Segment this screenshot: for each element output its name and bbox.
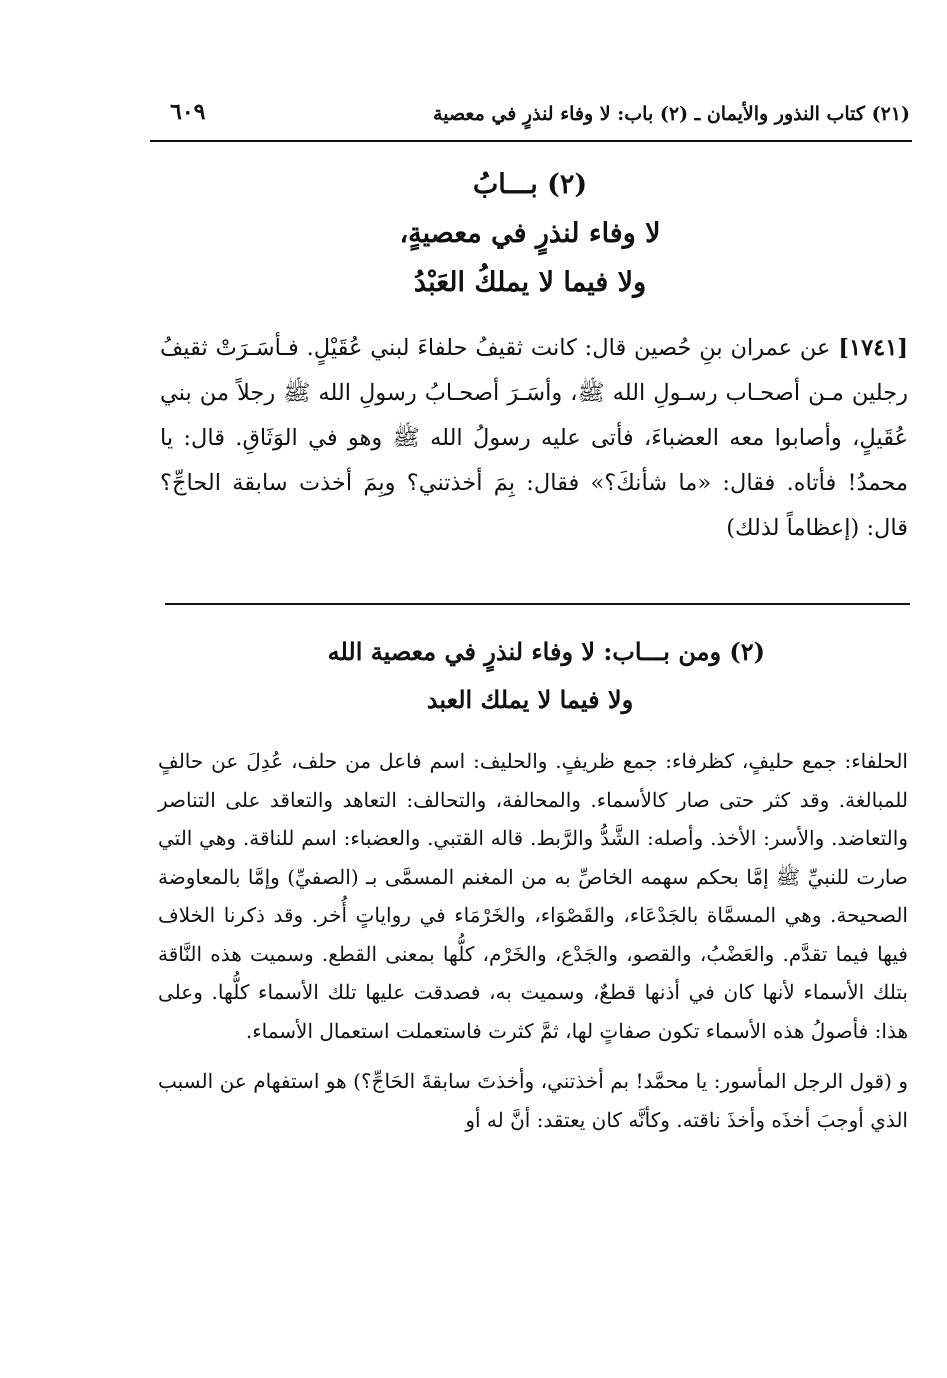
chapter-title-line2: ولا فيما لا يملكُ العَبْدُ (413, 267, 647, 298)
hadith-text (160, 326, 908, 551)
chapter-title-line1: لا وفاء لنذرٍ في معصيةٍ، (399, 218, 661, 249)
commentary-paragraph: و (قول الرجل المأسور: يا محمَّد! بم أخذتني، وأخذتَ سابقةَ الحَاجِّ؟) هو استفهام عن السبب الذي أوجبَ أخذَه وأخذَ ناقته. وكأنَّه كان يعتقد: أنَّ له أو (158, 1069, 908, 1132)
commentary-title-line2: ولا فيما لا يملك العبد (426, 685, 634, 714)
page-header (150, 95, 910, 135)
running-title: (٢١) كتاب النذور والأيمان ـ (٢) باب: لا وفاء لنذرٍ في معصية (433, 103, 910, 125)
section-divider (165, 603, 910, 605)
hadith-body: عن عمران بنِ حُصين قال: كانت ثقيفُ حلفاءَ لبني عُقَيْلٍ. فـأسَـرَتْ ثقيفُ رجلين مـن أصحـاب رسـولِ الله ﷺ، وأسَـرَ أصحـابُ رسولِ الله ﷺ رجلاً من بني عُقَيلٍ، وأصابوا معه العضباءَ، فأتى عليه رسولُ الله ﷺ وهو في الوَثَاقِ. قال: يا محمدُ! فأتاه. فقال: «ما شأنكَ؟» فقال: بِمَ أخذتني؟ وبِمَ أخذت سابقة الحاجِّ؟ قال: (إعظاماً لذلك) (160, 335, 908, 541)
commentary-body (158, 742, 908, 1139)
hadith-number: [١٧٤١] (838, 335, 908, 361)
chapter-number: (٢) بـــابُ (472, 169, 588, 200)
chapter-heading (150, 160, 910, 307)
header-divider (150, 140, 912, 142)
page-number: ٦٠٩ (170, 99, 206, 125)
commentary-title-line1: (٢) ومن بـــاب: لا وفاء لنذرٍ في معصية الله (327, 637, 765, 666)
commentary-paragraph: الحلفاء: جمع حليفٍ، كظرفاء: جمع ظريفٍ. والحليف: اسم فاعل من حلف، عُدِلَ عن حالفٍ للمبالغة. وقد كثر حتى صار كالأسماء. والمحالفة، والتحالف: التعاهد والتعاقد على التناصر والتعاضد. والأسر: الأخذ. وأصله: الشَّدُّ والرَّبط. قاله القتبي. والعضباء: اسم للناقة. وهي التي صارت للنبيِّ ﷺ إمَّا بحكم سهمه الخاصِّ به من المغنم المسمَّى بـ (الصفيِّ) وإمَّا بالمعاوضة الصحيحة. وهي المسمَّاة بالجَدْعَاء، والقَصْوَاء، والخَرْمَاء في رواياتٍ أُخر. وقد ذكرنا الخلاف فيها فيما تقدَّم. والعَضْبُ، والقصو، والجَدْع، والخَرْم، كلُّها بمعنى القطع. وسميت هذه النَّاقة بتلك الأسماء لأنها كان في أذنها قطعٌ، وسميت به، فصدقت عليها تلك الأسماء كلُّها. وعلى هذا: فأصولُ هذه الأسماء تكون صفاتٍ لها، ثمَّ كثرت فاستعملت استعمال الأسماء. (158, 749, 908, 1043)
commentary-heading (150, 628, 910, 724)
